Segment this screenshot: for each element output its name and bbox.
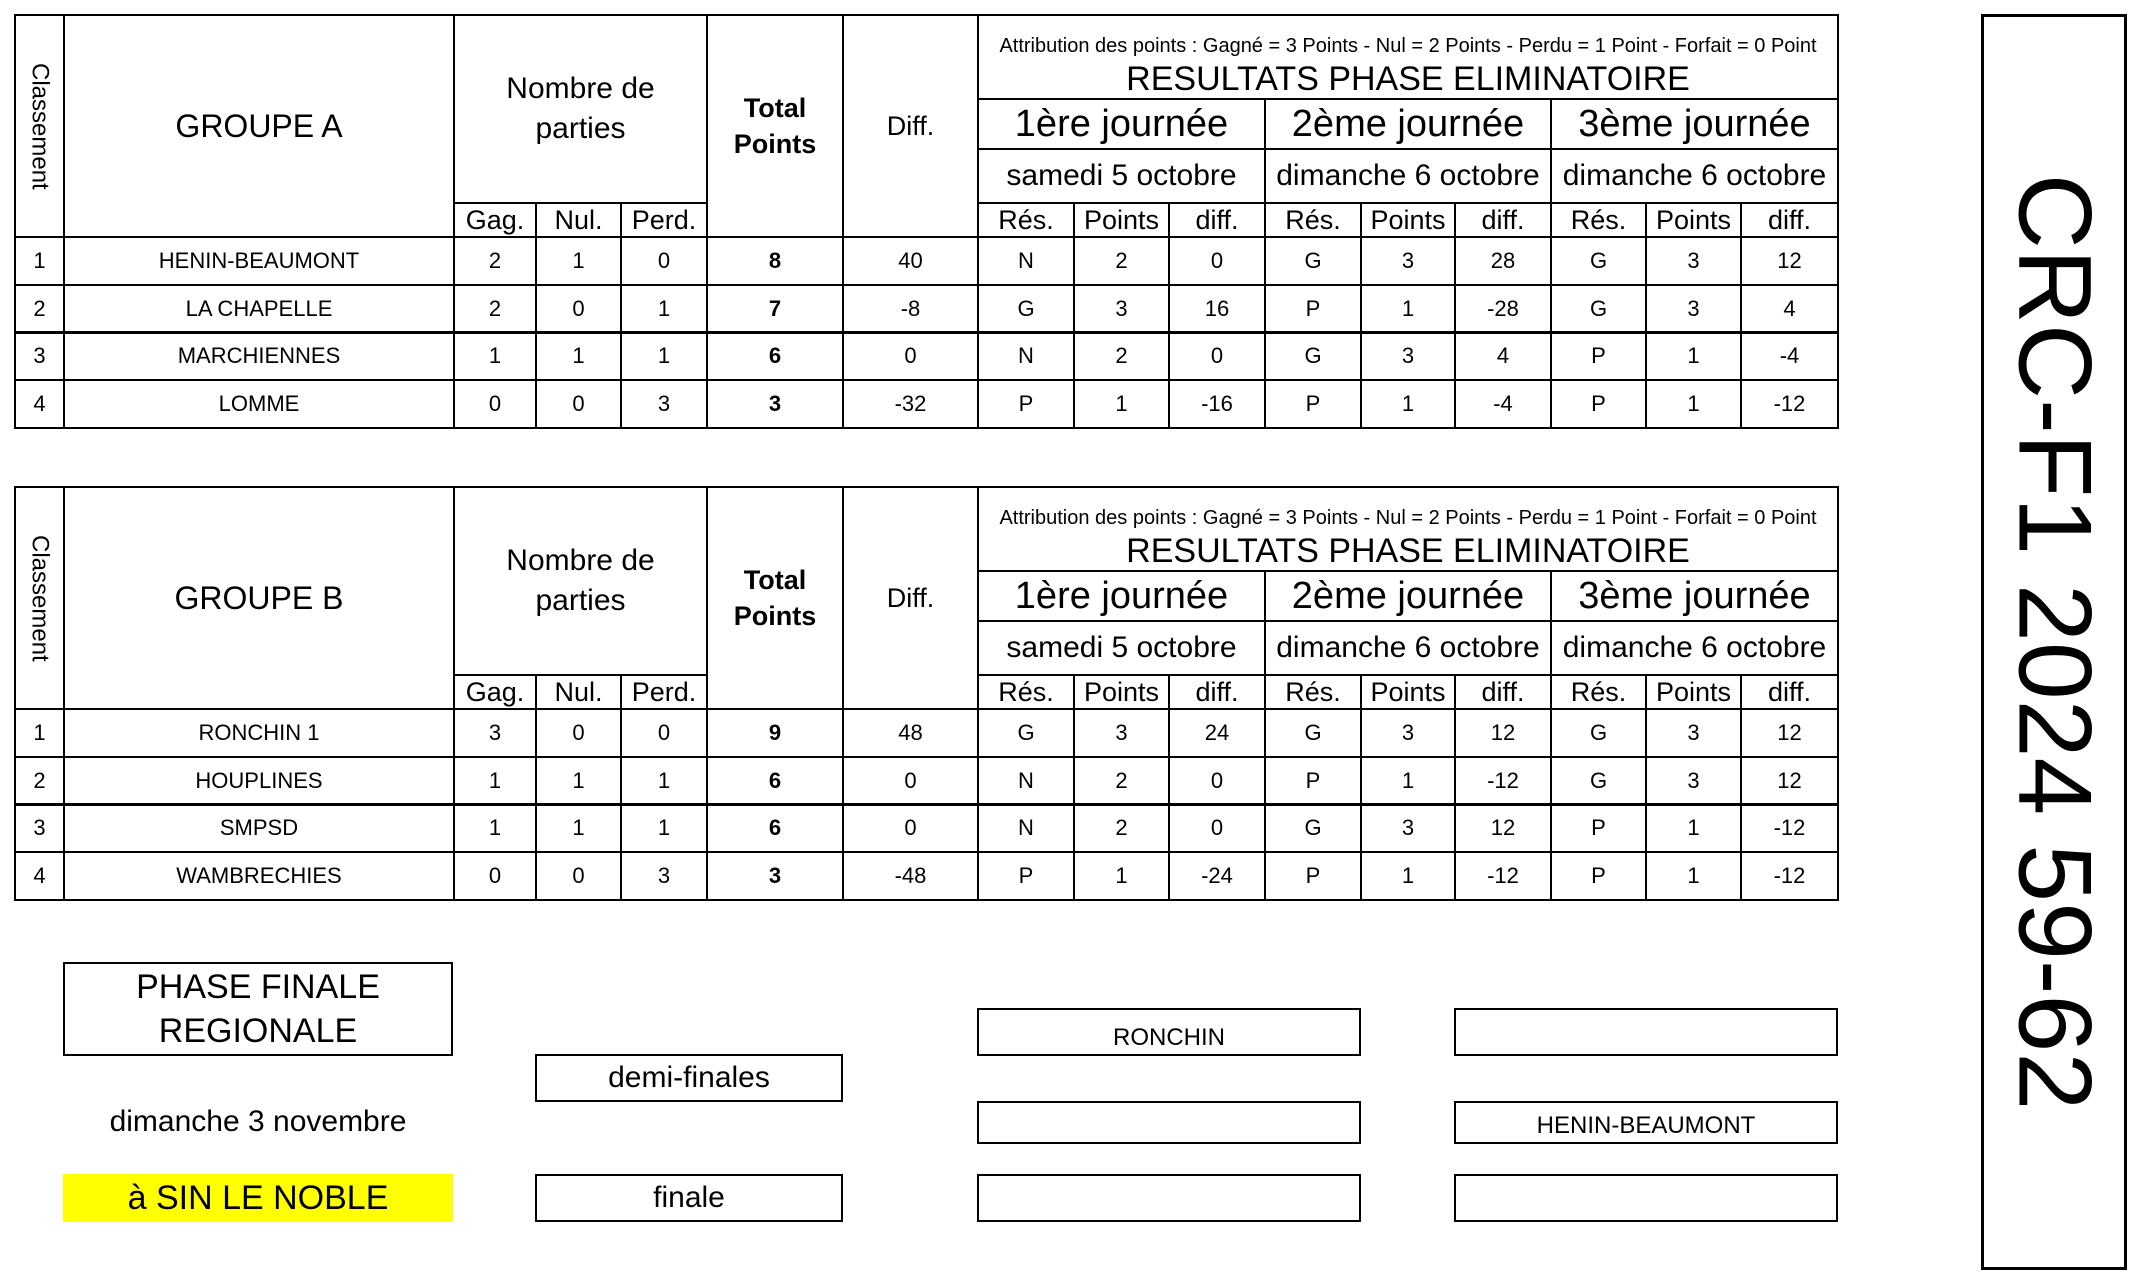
group-b-row-4-j3-res: P <box>1550 851 1647 901</box>
group-a-j3-res-header: Rés. <box>1550 202 1647 238</box>
group-b-row-1-j2-res: G <box>1264 708 1362 758</box>
group-a-row-3-j3-diff: -4 <box>1740 331 1839 381</box>
group-a-row-2-perd: 1 <box>620 284 708 334</box>
group-b-row-1-nul: 0 <box>535 708 622 758</box>
phase-finale-line1: PHASE FINALE <box>136 968 380 1006</box>
group-b-j1-res-header: Rés. <box>977 674 1075 710</box>
group-b-row-1-j3-diff: 12 <box>1740 708 1839 758</box>
group-a-row-3-j2-points: 3 <box>1360 331 1456 381</box>
group-a-journee-3-label: 3ème journée <box>1550 98 1839 150</box>
group-b-gag-header: Gag. <box>453 674 537 710</box>
group-b-row-4-j2-diff: -12 <box>1454 851 1552 901</box>
group-a-row-3-perd: 1 <box>620 331 708 381</box>
demi-finales-label: demi-finales <box>535 1054 843 1102</box>
group-b-perd-header: Perd. <box>620 674 708 710</box>
group-b-journee-2-date: dimanche 6 octobre <box>1264 620 1552 676</box>
group-a-row-2-j2-diff: -28 <box>1454 284 1552 334</box>
group-a-row-3-j1-diff: 0 <box>1168 331 1266 381</box>
group-a-row-4-rank: 4 <box>14 379 65 429</box>
group-a-row-2-j3-points: 3 <box>1645 284 1742 334</box>
group-b-j2-res-header: Rés. <box>1264 674 1362 710</box>
bracket-slot-6 <box>1454 1174 1838 1222</box>
group-a-row-1-rank: 1 <box>14 236 65 286</box>
group-b-j2-points-header: Points <box>1360 674 1456 710</box>
group-a-j2-diff-header: diff. <box>1454 202 1552 238</box>
group-b-journee-2-label: 2ème journée <box>1264 570 1552 622</box>
group-a-row-3-rank: 3 <box>14 331 65 381</box>
group-a-row-1-j3-res: G <box>1550 236 1647 286</box>
group-a-j2-res-header: Rés. <box>1264 202 1362 238</box>
group-b-row-3-diff: 0 <box>842 803 979 853</box>
group-a-row-4-j2-res: P <box>1264 379 1362 429</box>
group-a-row-2-j1-res: G <box>977 284 1075 334</box>
group-b-row-1-j1-res: G <box>977 708 1075 758</box>
group-b-row-4-j3-diff: -12 <box>1740 851 1839 901</box>
group-a-results-title: RESULTATS PHASE ELIMINATOIRE <box>977 60 1839 100</box>
group-a-row-1-j2-diff: 28 <box>1454 236 1552 286</box>
group-b-row-3-rank: 3 <box>14 803 65 853</box>
group-b-row-2-nul: 1 <box>535 756 622 806</box>
group-b-j3-points-header: Points <box>1645 674 1742 710</box>
group-b-row-1-j1-diff: 24 <box>1168 708 1266 758</box>
group-a-row-1-gag: 2 <box>453 236 537 286</box>
group-a-nul-header: Nul. <box>535 202 622 238</box>
group-b-classement-header: Classement <box>14 486 65 710</box>
group-a-row-1-j1-res: N <box>977 236 1075 286</box>
group-b-j3-diff-header: diff. <box>1740 674 1839 710</box>
group-a-row-2-rank: 2 <box>14 284 65 334</box>
group-a-row-3-nul: 1 <box>535 331 622 381</box>
group-b-row-2-team: HOUPLINES <box>63 756 455 806</box>
group-b-journee-1-label: 1ère journée <box>977 570 1266 622</box>
group-a-row-2-j1-points: 3 <box>1073 284 1170 334</box>
finale-location: à SIN LE NOBLE <box>63 1174 453 1222</box>
bracket-slot-1 <box>977 1008 1361 1056</box>
group-a-row-3-j2-res: G <box>1264 331 1362 381</box>
group-a-j1-res-header: Rés. <box>977 202 1075 238</box>
group-a-row-4-j3-diff: -12 <box>1740 379 1839 429</box>
group-a-j1-diff-header: diff. <box>1168 202 1266 238</box>
group-a-row-3-team: MARCHIENNES <box>63 331 455 381</box>
group-b-attribution-note: Attribution des points : Gagné = 3 Points - Nul = 2 Points - Perdu = 1 Point - Forfait = 0 Point <box>977 486 1839 534</box>
reference-stamp-text: CRC-F1 2024 59-62 <box>1996 173 2113 1111</box>
group-a-row-4-j2-diff: -4 <box>1454 379 1552 429</box>
group-a-row-1-j3-diff: 12 <box>1740 236 1839 286</box>
group-a-row-4-j3-res: P <box>1550 379 1647 429</box>
group-b-row-3-j3-res: P <box>1550 803 1647 853</box>
group-b-row-3-nul: 1 <box>535 803 622 853</box>
group-b-row-4-j1-points: 1 <box>1073 851 1170 901</box>
group-a-row-4-team: LOMME <box>63 379 455 429</box>
bracket-slot-5-label: HENIN-BEAUMONT <box>1536 1112 1756 1139</box>
reference-stamp <box>1981 14 2127 1270</box>
group-a-row-4-perd: 3 <box>620 379 708 429</box>
group-b-row-3-j2-diff: 12 <box>1454 803 1552 853</box>
group-b-nombre-parties-header: Nombre de parties <box>453 486 708 674</box>
group-a-row-3-j3-points: 1 <box>1645 331 1742 381</box>
group-a-row-1-j2-points: 3 <box>1360 236 1456 286</box>
group-a-row-1-team: HENIN-BEAUMONT <box>63 236 455 286</box>
bracket-slot-5 <box>1454 1101 1838 1144</box>
group-b-row-3-j1-res: N <box>977 803 1075 853</box>
group-b-row-4-nul: 0 <box>535 851 622 901</box>
group-a-row-2-gag: 2 <box>453 284 537 334</box>
group-b-row-2-j2-points: 1 <box>1360 756 1456 806</box>
group-b-row-3-j1-diff: 0 <box>1168 803 1266 853</box>
group-b-nul-header: Nul. <box>535 674 622 710</box>
group-b-row-2-j3-points: 3 <box>1645 756 1742 806</box>
group-b-row-4-total: 3 <box>706 851 844 901</box>
group-b-row-3-j2-points: 3 <box>1360 803 1456 853</box>
bracket-slot-3 <box>977 1174 1361 1222</box>
group-a-row-2-nul: 0 <box>535 284 622 334</box>
group-b-row-2-gag: 1 <box>453 756 537 806</box>
group-b-row-2-diff: 0 <box>842 756 979 806</box>
group-b-row-1-team: RONCHIN 1 <box>63 708 455 758</box>
group-a-row-2-j3-res: G <box>1550 284 1647 334</box>
group-b-row-4-gag: 0 <box>453 851 537 901</box>
group-b-j3-res-header: Rés. <box>1550 674 1647 710</box>
group-a-row-4-nul: 0 <box>535 379 622 429</box>
group-a-row-1-nul: 1 <box>535 236 622 286</box>
group-b-row-4-j3-points: 1 <box>1645 851 1742 901</box>
group-a-row-3-diff: 0 <box>842 331 979 381</box>
group-a-row-2-total: 7 <box>706 284 844 334</box>
group-b-row-1-j3-res: G <box>1550 708 1647 758</box>
group-b-row-1-j3-points: 3 <box>1645 708 1742 758</box>
group-a-row-1-j1-points: 2 <box>1073 236 1170 286</box>
group-a-perd-header: Perd. <box>620 202 708 238</box>
finale-label: finale <box>535 1174 843 1222</box>
group-a-classement-header: Classement <box>14 14 65 238</box>
group-b-row-4-j1-diff: -24 <box>1168 851 1266 901</box>
group-a-j1-points-header: Points <box>1073 202 1170 238</box>
group-a-row-1-j1-diff: 0 <box>1168 236 1266 286</box>
group-b-row-2-j3-diff: 12 <box>1740 756 1839 806</box>
group-a-row-3-j1-res: N <box>977 331 1075 381</box>
group-a-nombre-parties-header: Nombre de parties <box>453 14 708 202</box>
group-a-row-1-j2-res: G <box>1264 236 1362 286</box>
group-a-row-4-j2-points: 1 <box>1360 379 1456 429</box>
group-b-row-4-rank: 4 <box>14 851 65 901</box>
group-b-j2-diff-header: diff. <box>1454 674 1552 710</box>
group-b-row-1-rank: 1 <box>14 708 65 758</box>
group-a-row-2-team: LA CHAPELLE <box>63 284 455 334</box>
group-a-row-1-j3-points: 3 <box>1645 236 1742 286</box>
group-b-row-4-diff: -48 <box>842 851 979 901</box>
group-a-row-3-j3-res: P <box>1550 331 1647 381</box>
group-a-attribution-note: Attribution des points : Gagné = 3 Points - Nul = 2 Points - Perdu = 1 Point - Forfait = 0 Point <box>977 14 1839 62</box>
group-a-row-4-j3-points: 1 <box>1645 379 1742 429</box>
group-b-row-1-j1-points: 3 <box>1073 708 1170 758</box>
group-a-row-4-diff: -32 <box>842 379 979 429</box>
group-b-row-4-perd: 3 <box>620 851 708 901</box>
group-a-row-4-gag: 0 <box>453 379 537 429</box>
group-b-row-3-j3-points: 1 <box>1645 803 1742 853</box>
group-a-row-3-total: 6 <box>706 331 844 381</box>
group-a-row-1-perd: 0 <box>620 236 708 286</box>
group-b-j1-points-header: Points <box>1073 674 1170 710</box>
group-a-row-3-j1-points: 2 <box>1073 331 1170 381</box>
group-a-total-points-header: Total Points <box>706 14 844 238</box>
group-b-row-1-diff: 48 <box>842 708 979 758</box>
group-a-j3-points-header: Points <box>1645 202 1742 238</box>
group-b-row-2-j1-points: 2 <box>1073 756 1170 806</box>
group-b-row-1-j2-points: 3 <box>1360 708 1456 758</box>
group-b-row-3-j2-res: G <box>1264 803 1362 853</box>
group-b-row-1-j2-diff: 12 <box>1454 708 1552 758</box>
group-a-row-4-j1-diff: -16 <box>1168 379 1266 429</box>
group-b-row-3-total: 6 <box>706 803 844 853</box>
group-a-journee-1-date: samedi 5 octobre <box>977 148 1266 204</box>
phase-finale-line2: REGIONALE <box>158 1012 358 1050</box>
group-b-row-1-gag: 3 <box>453 708 537 758</box>
group-a-row-1-total: 8 <box>706 236 844 286</box>
group-b-journee-3-date: dimanche 6 octobre <box>1550 620 1839 676</box>
group-a-journee-2-label: 2ème journée <box>1264 98 1552 150</box>
group-b-journee-3-label: 3ème journée <box>1550 570 1839 622</box>
group-a-row-4-j1-points: 1 <box>1073 379 1170 429</box>
group-b-row-2-j1-res: N <box>977 756 1075 806</box>
group-b-row-2-j2-diff: -12 <box>1454 756 1552 806</box>
group-b-title: GROUPE B <box>63 486 455 710</box>
group-a-row-1-diff: 40 <box>842 236 979 286</box>
group-b-journee-1-date: samedi 5 octobre <box>977 620 1266 676</box>
group-b-row-3-j3-diff: -12 <box>1740 803 1839 853</box>
group-b-row-1-total: 9 <box>706 708 844 758</box>
group-a-j3-diff-header: diff. <box>1740 202 1839 238</box>
group-a-row-2-j2-points: 1 <box>1360 284 1456 334</box>
group-a-journee-2-date: dimanche 6 octobre <box>1264 148 1552 204</box>
group-a-gag-header: Gag. <box>453 202 537 238</box>
bracket-slot-1-label: RONCHIN <box>1113 1024 1225 1051</box>
group-b-row-4-j2-res: P <box>1264 851 1362 901</box>
group-a-row-3-gag: 1 <box>453 331 537 381</box>
group-b-row-3-team: SMPSD <box>63 803 455 853</box>
group-a-row-4-j1-res: P <box>977 379 1075 429</box>
group-a-row-2-j2-res: P <box>1264 284 1362 334</box>
phase-finale-title <box>63 962 453 1056</box>
group-b-row-2-j1-diff: 0 <box>1168 756 1266 806</box>
group-b-row-4-j2-points: 1 <box>1360 851 1456 901</box>
group-a-diff-header: Diff. <box>842 14 979 238</box>
group-b-row-4-j1-res: P <box>977 851 1075 901</box>
finale-date: dimanche 3 novembre <box>109 1105 407 1138</box>
group-b-row-2-j2-res: P <box>1264 756 1362 806</box>
group-a-row-2-j1-diff: 16 <box>1168 284 1266 334</box>
group-b-row-3-gag: 1 <box>453 803 537 853</box>
group-b-j1-diff-header: diff. <box>1168 674 1266 710</box>
group-b-diff-header: Diff. <box>842 486 979 710</box>
group-b-row-2-rank: 2 <box>14 756 65 806</box>
bracket-slot-4 <box>1454 1008 1838 1056</box>
group-b-row-1-perd: 0 <box>620 708 708 758</box>
group-b-row-2-total: 6 <box>706 756 844 806</box>
group-b-row-2-j3-res: G <box>1550 756 1647 806</box>
group-b-results-title: RESULTATS PHASE ELIMINATOIRE <box>977 532 1839 572</box>
group-b-row-2-perd: 1 <box>620 756 708 806</box>
group-b-row-3-j1-points: 2 <box>1073 803 1170 853</box>
bracket-slot-2 <box>977 1101 1361 1144</box>
group-a-row-2-j3-diff: 4 <box>1740 284 1839 334</box>
group-a-row-4-total: 3 <box>706 379 844 429</box>
group-a-row-3-j2-diff: 4 <box>1454 331 1552 381</box>
group-a-row-2-diff: -8 <box>842 284 979 334</box>
group-b-row-3-perd: 1 <box>620 803 708 853</box>
group-a-journee-1-label: 1ère journée <box>977 98 1266 150</box>
group-a-j2-points-header: Points <box>1360 202 1456 238</box>
group-b-total-points-header: Total Points <box>706 486 844 710</box>
group-a-journee-3-date: dimanche 6 octobre <box>1550 148 1839 204</box>
group-a-title: GROUPE A <box>63 14 455 238</box>
group-b-row-4-team: WAMBRECHIES <box>63 851 455 901</box>
